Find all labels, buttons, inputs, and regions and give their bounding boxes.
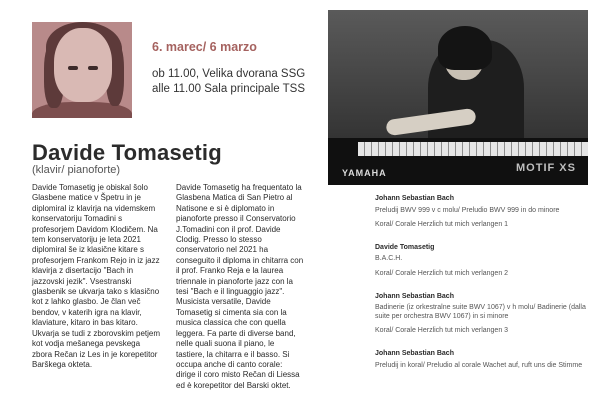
program-work: Koral/ Corale Herzlich tut mich verlangen 1 [375, 221, 509, 229]
program-work: Preludij BWV 999 v c molu/ Preludio BWV 999 in do minore [375, 206, 560, 214]
performer-name: Davide Tomasetig [32, 140, 222, 165]
performance-photo [328, 10, 588, 185]
performer-portrait [32, 22, 132, 118]
program-work: Koral/ Corale Herzlich tut mich verlangen 2 [375, 269, 509, 277]
program-work: Badinerie (iz orkestralne suite BWV 1067) v h molu/ Badinerie (dalla suite per orchestra BWV 1067) in si minore [375, 304, 586, 320]
bio-italian: Davide Tomasetig ha frequentato la Glasbena Matica di San Pietro al Natisone e si è diplomato in pianoforte presso il Conservatorio J.Tomadini con il prof. Davide Clodig. Presso lo stesso conservatorio nel 2021 ha conseguito il diploma in chitarra con il prof. Franko Reja e la laurea triennale in pianoforte jazz con la tesi "Bach e il linguaggio jazz". Musicista versatile, Davide Tomasetig si cimenta sia con la musica classica che con quella leggera. Fa parte di diverse band, nelle quali suona il piano, le tastiere, la chitarra e il basso. Si occupa anche di canto corale: dirige il coro misto Rečan di Liessa ed è korepetitor del Barski oktet. [176, 183, 304, 390]
program-work: Preludij in koral/ Preludio al corale Wachet auf, ruft uns die Stimme [375, 361, 583, 369]
event-location-it: alle 11.00 Sala principale TSS [152, 83, 306, 95]
program-composer: Johann Sebastian Bach [375, 349, 454, 357]
program-composer: Johann Sebastian Bach [375, 195, 454, 202]
program-composer: Davide Tomasetig [375, 243, 435, 251]
program-item [375, 293, 593, 336]
portrait-face [54, 28, 112, 102]
portrait-eye-left [68, 66, 78, 70]
program-item [375, 195, 593, 230]
program-item [375, 244, 593, 279]
photo-keyboard-keys [358, 142, 588, 156]
event-location-si: ob 11.00, Velika dvorana SSG [152, 68, 306, 80]
portrait-eye-right [88, 66, 98, 70]
keyboard-brand-label: YAMAHA [342, 168, 387, 178]
program-work: Koral/ Corale Herzlich tut mich verlangen 3 [375, 327, 509, 335]
program-list [375, 195, 593, 384]
program-item [375, 350, 593, 370]
performer-instrument: (klavir/ pianoforte) [32, 164, 121, 176]
event-date: 6. marec/ 6 marzo [152, 40, 257, 54]
program-work: B.A.C.H. [375, 255, 403, 263]
bio-slovene: Davide Tomasetig je obiskal šolo Glasbene matice v Špetru in je diplomiral iz klavirja na videmskem konservatoriju Tomadini s profesorjem Davidom Klodičem. Na tem konservatoriju je leta 2021 diplomiral še iz klasične kitare s profesorjem Frankom Rejo in iz jazz klavirja z disertacijo "Bach in jazzovski jezik". Vsestranski glasbenik se ukvarja tako s klasično kot z lahko glasbo. Je član več bendov, v katerih igra na klavir, klaviature, kitaro in bas kitaro. Ukvarja se tudi z zborovskim petjem kot vodja mešanega pevskega zbora Rečan iz Les in je korepetitor Barškega okteta. [32, 183, 161, 369]
keyboard-model-label: MOTIF XS [516, 162, 576, 174]
program-composer: Johann Sebastian Bach [375, 292, 454, 300]
photo-performer-hair [438, 26, 492, 70]
